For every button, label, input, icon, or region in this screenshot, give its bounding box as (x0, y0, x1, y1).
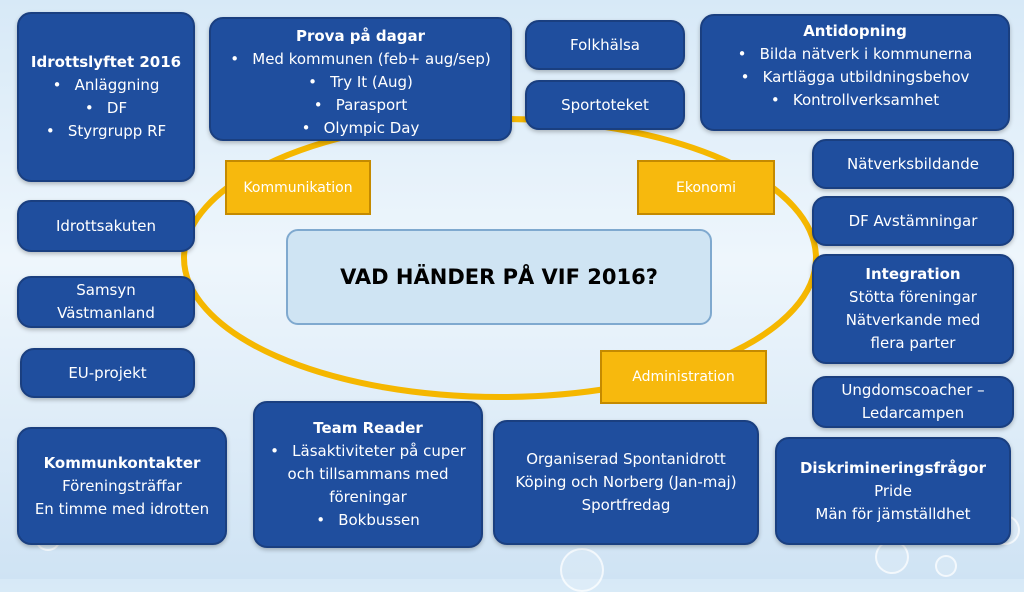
box-line: Nätverkande med (845, 311, 981, 329)
bullet-list (230, 48, 490, 140)
box-sportoteket (525, 80, 685, 130)
box-kommunkontakter (17, 427, 227, 545)
box-title: Idrottslyftet 2016 (30, 53, 182, 71)
box-natverksbildande (812, 139, 1014, 189)
box-title: Kommunkontakter (43, 453, 201, 472)
bullet-item: • Try It (Aug) (230, 71, 490, 94)
bullet-list (46, 74, 166, 143)
box-title: Team Reader (313, 419, 423, 437)
box-integration (812, 254, 1014, 364)
box-diskrimineringsfragor (775, 437, 1011, 545)
bullet-item: • Anläggning (46, 74, 166, 97)
bullet-item: • DF (46, 97, 166, 120)
box-title: Prova på dagar (295, 27, 426, 45)
tag-kommunikation (225, 160, 371, 215)
box-spontanidrott (493, 420, 759, 545)
box-antidopning (700, 14, 1010, 131)
bullet-list (738, 43, 973, 112)
box-idrottslyftet (17, 12, 195, 182)
bullet-item: • Styrgrupp RF (46, 120, 166, 143)
box-line: Män för jämställdhet (815, 504, 971, 523)
box-line: En timme med idrotten (34, 499, 210, 518)
tag-administration-label: Administration (632, 369, 735, 385)
bullet-item: • Bokbussen (265, 509, 471, 532)
box-title: Diskrimineringsfrågor (799, 458, 987, 477)
box-prova-pa-dagar (209, 17, 512, 141)
center-title-box (286, 229, 712, 325)
box-folkhalsa (525, 20, 685, 70)
box-line: Stötta föreningar (849, 288, 977, 306)
box-idrottsakuten (17, 200, 195, 252)
box-line: Sportfredag (581, 496, 671, 514)
box-line: flera parter (870, 334, 956, 352)
box-label: Folkhälsa (570, 35, 640, 54)
box-label: Sportoteket (561, 95, 649, 114)
box-label: EU-projekt (68, 363, 147, 382)
tag-kommunikation-label: Kommunikation (243, 179, 353, 196)
bullet-list (261, 440, 475, 532)
center-title: VAD HÄNDER PÅ VIF 2016? (340, 265, 658, 289)
bullet-item: • Olympic Day (230, 117, 490, 140)
bullet-item: • Kontrollverksamhet (738, 89, 973, 112)
box-df-avstamningar (812, 196, 1014, 246)
box-ungdomscoacher (812, 376, 1014, 428)
bullet-item: • Parasport (230, 94, 490, 117)
box-title: Antidopning (803, 22, 907, 40)
tag-ekonomi (637, 160, 775, 215)
box-label: DF Avstämningar (848, 211, 978, 230)
box-line: Västmanland (57, 304, 155, 322)
box-samsyn-vastmanland (17, 276, 195, 328)
tag-administration (600, 350, 767, 404)
box-line: Köping och Norberg (Jan-maj) (515, 473, 737, 491)
bullet-item: • Kartlägga utbildningsbehov (738, 66, 973, 89)
box-line: Pride (874, 481, 912, 500)
bullet-item: • Läsaktiviteter på cuper och tillsammans med föreningar (265, 440, 471, 509)
box-line: Organiserad Spontanidrott (526, 450, 726, 468)
bullet-item: • Bilda nätverk i kommunerna (738, 43, 973, 66)
box-title: Integration (865, 265, 961, 283)
box-label: Nätverksbildande (847, 154, 979, 173)
box-line: Samsyn (76, 281, 136, 299)
box-line: Ungdomscoacher – (841, 381, 985, 399)
tag-ekonomi-label: Ekonomi (676, 179, 736, 196)
box-team-reader (253, 401, 483, 548)
box-line: Ledarcampen (861, 404, 965, 422)
box-line: Föreningsträffar (62, 476, 182, 495)
box-eu-projekt (20, 348, 195, 398)
box-label: Idrottsakuten (55, 216, 157, 235)
bullet-item: • Med kommunen (feb+ aug/sep) (230, 48, 490, 71)
